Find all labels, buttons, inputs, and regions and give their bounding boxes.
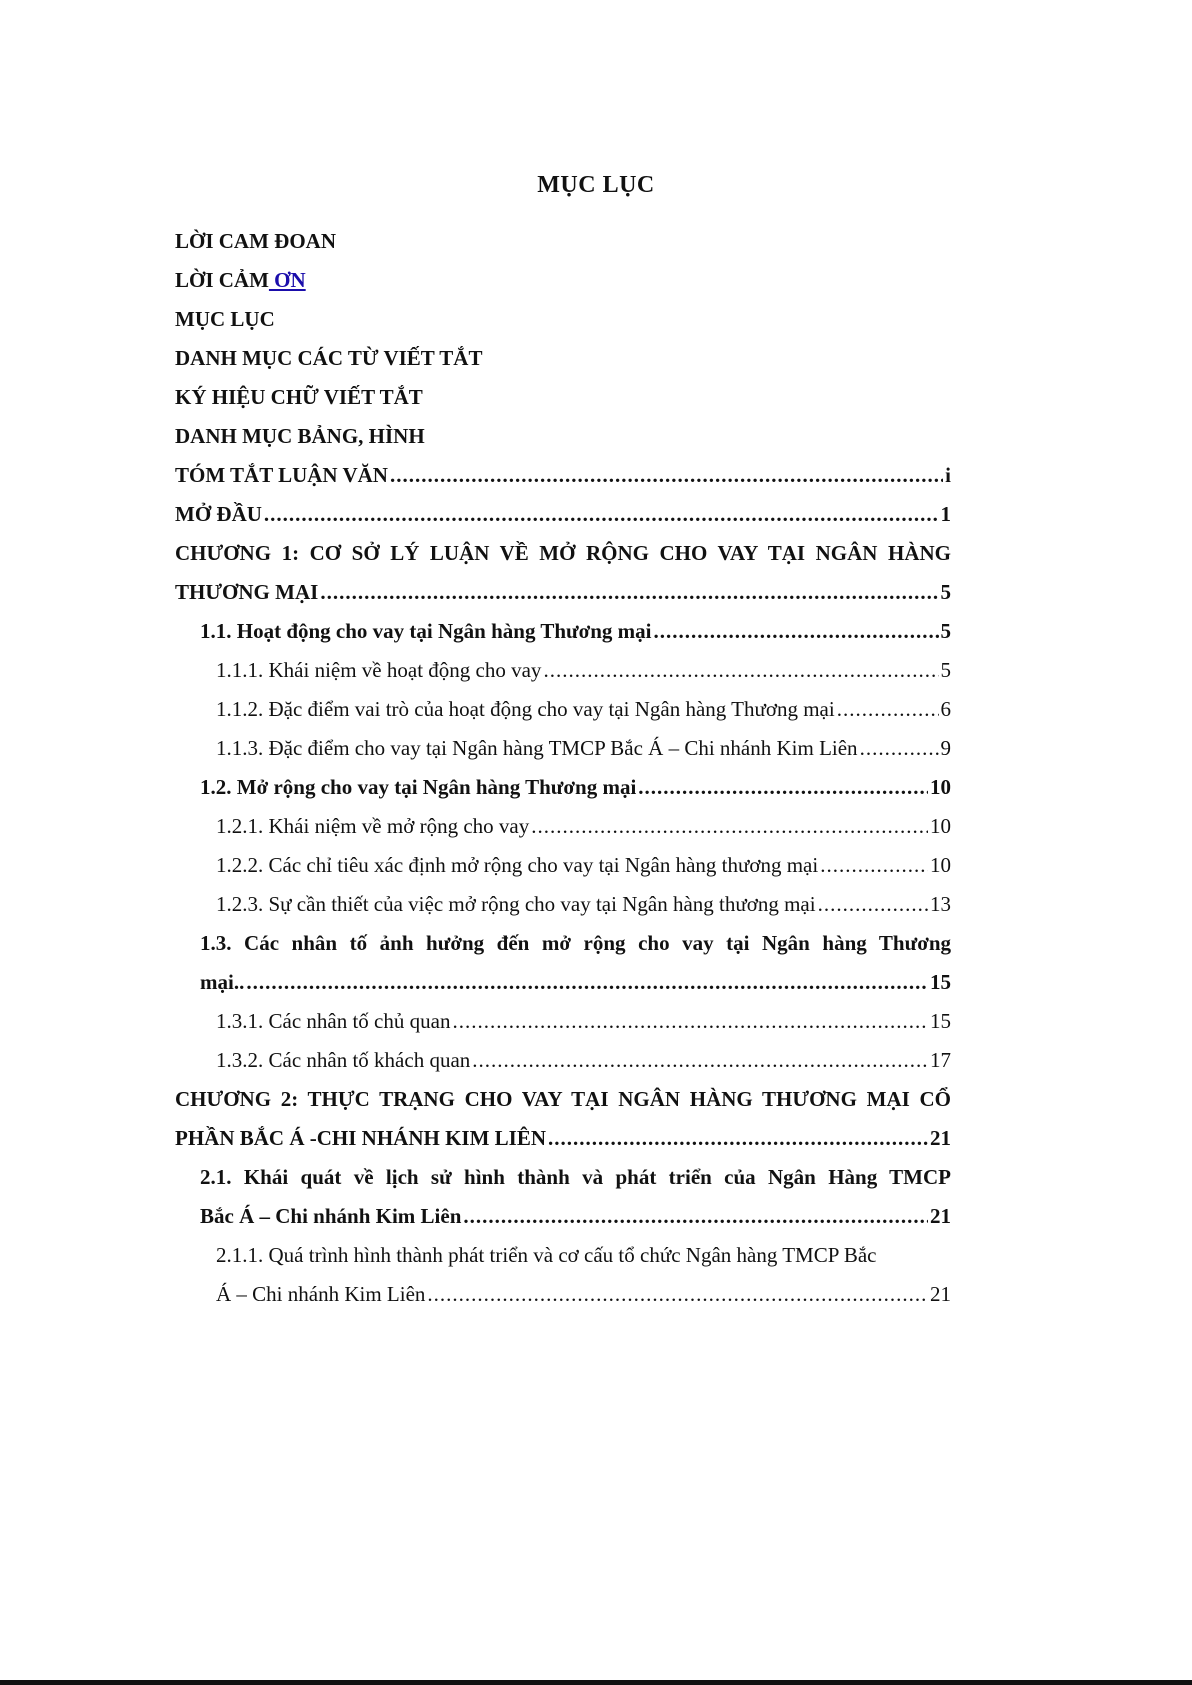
toc-item-1-3: mại.. ..... 15 xyxy=(175,963,951,1002)
leader-dots xyxy=(472,1041,928,1080)
toc-item-chapter-2: PHẦN BẮC Á -CHI NHÁNH KIM LIÊN ..... 21 xyxy=(175,1119,951,1158)
toc-item-contents: MỤC LỤC xyxy=(175,307,275,331)
table-of-contents xyxy=(175,222,951,1314)
toc-item-chapter-1-line1: CHƯƠNG 1: CƠ SỞ LÝ LUẬN VỀ MỞ RỘNG CHO VAY TẠI NGÂN HÀNG xyxy=(175,541,951,565)
leader-dots xyxy=(264,495,939,534)
leader-dots xyxy=(427,1275,928,1314)
toc-item-1-1-2: 1.1.2. Đặc điểm vai trò của hoạt động cho vay tại Ngân hàng Thương mại ..... 6 xyxy=(175,690,951,729)
toc-item-1-2-2: 1.2.2. Các chỉ tiêu xác định mở rộng cho vay tại Ngân hàng thương mại ..... 10 xyxy=(175,846,951,885)
page-number: 5 xyxy=(940,658,951,682)
leader-dots xyxy=(638,768,928,807)
toc-item-1-2-3: 1.2.3. Sự cần thiết của việc mở rộng cho vay tại Ngân hàng thương mại ..... 13 xyxy=(175,885,951,924)
toc-item-tables-figures: DANH MỤC BẢNG, HÌNH xyxy=(175,424,425,448)
page-number: 15 xyxy=(930,970,951,994)
leader-dots xyxy=(531,807,928,846)
toc-item-abbreviation-symbols: KÝ HIỆU CHỮ VIẾT TẮT xyxy=(175,385,423,409)
leader-dots xyxy=(548,1119,928,1158)
toc-item-thanks xyxy=(175,261,951,300)
toc-item-1-3-1: 1.3.1. Các nhân tố chủ quan ..... 15 xyxy=(175,1002,951,1041)
page-number: 21 xyxy=(930,1204,951,1228)
toc-item-1-1-3: 1.1.3. Đặc điểm cho vay tại Ngân hàng TMCP Bắc Á – Chi nhánh Kim Liên ..... 9 xyxy=(175,729,951,768)
toc-item-commitment: LỜI CAM ĐOAN xyxy=(175,229,336,253)
leader-dots xyxy=(320,573,938,612)
toc-item-summary: TÓM TẮT LUẬN VĂN ..... i xyxy=(175,456,951,495)
page-number: 15 xyxy=(930,1009,951,1033)
leader-dots xyxy=(246,963,928,1002)
thanks-link[interactable]: ƠN xyxy=(268,268,306,292)
leader-dots xyxy=(463,1197,928,1236)
toc-item-2-1-1: Á – Chi nhánh Kim Liên ..... 21 xyxy=(175,1275,951,1314)
toc-item-2-1: Bắc Á – Chi nhánh Kim Liên ..... 21 xyxy=(175,1197,951,1236)
leader-dots xyxy=(543,651,938,690)
page-number: 21 xyxy=(930,1282,951,1306)
toc-item-2-1-1-line1: 2.1.1. Quá trình hình thành phát triển và cơ cấu tổ chức Ngân hàng TMCP Bắc xyxy=(216,1243,877,1267)
toc-item-intro: MỞ ĐẦU ..... 1 xyxy=(175,495,951,534)
toc-item-2-1-line1: 2.1. Khái quát về lịch sử hình thành và phát triển của Ngân Hàng TMCP xyxy=(200,1165,951,1189)
leader-dots xyxy=(818,885,928,924)
page-number: 10 xyxy=(930,814,951,838)
leader-dots xyxy=(452,1002,928,1041)
page-number: 17 xyxy=(930,1048,951,1072)
leader-dots xyxy=(654,612,939,651)
leader-dots xyxy=(390,456,943,495)
page-number: 5 xyxy=(940,580,951,604)
page-number: 13 xyxy=(930,892,951,916)
page-number: 9 xyxy=(940,736,951,760)
toc-item-1-3-2: 1.3.2. Các nhân tố khách quan ..... 17 xyxy=(175,1041,951,1080)
toc-item-1-2: 1.2. Mở rộng cho vay tại Ngân hàng Thương mại ..... 10 xyxy=(175,768,951,807)
leader-dots xyxy=(820,846,928,885)
page-number: 21 xyxy=(930,1126,951,1150)
toc-item-1-3-line1: 1.3. Các nhân tố ảnh hưởng đến mở rộng cho vay tại Ngân hàng Thương xyxy=(200,931,951,955)
leader-dots xyxy=(860,729,939,768)
leader-dots xyxy=(837,690,939,729)
toc-item-chapter-1: THƯƠNG MẠI ..... 5 xyxy=(175,573,951,612)
page-title: MỤC LỤC xyxy=(537,172,655,198)
toc-item-1-1-1: 1.1.1. Khái niệm về hoạt động cho vay ..... 5 xyxy=(175,651,951,690)
toc-item-1-2-1: 1.2.1. Khái niệm về mở rộng cho vay ..... 10 xyxy=(175,807,951,846)
page-bottom-edge xyxy=(0,1680,1192,1685)
thanks-label: LỜI CẢM xyxy=(175,268,269,292)
page-number: 1 xyxy=(940,502,951,526)
toc-item-1-1: 1.1. Hoạt động cho vay tại Ngân hàng Thương mại ..... 5 xyxy=(175,612,951,651)
toc-item-chapter-2-line1: CHƯƠNG 2: THỰC TRẠNG CHO VAY TẠI NGÂN HÀNG THƯƠNG MẠI CỔ xyxy=(175,1087,951,1111)
toc-item-abbreviations: DANH MỤC CÁC TỪ VIẾT TẮT xyxy=(175,346,483,370)
page-number: 10 xyxy=(930,853,951,877)
page-number: 10 xyxy=(930,775,951,799)
page-number: 6 xyxy=(940,697,951,721)
page-number: 5 xyxy=(940,619,951,643)
page-number: i xyxy=(945,463,951,487)
